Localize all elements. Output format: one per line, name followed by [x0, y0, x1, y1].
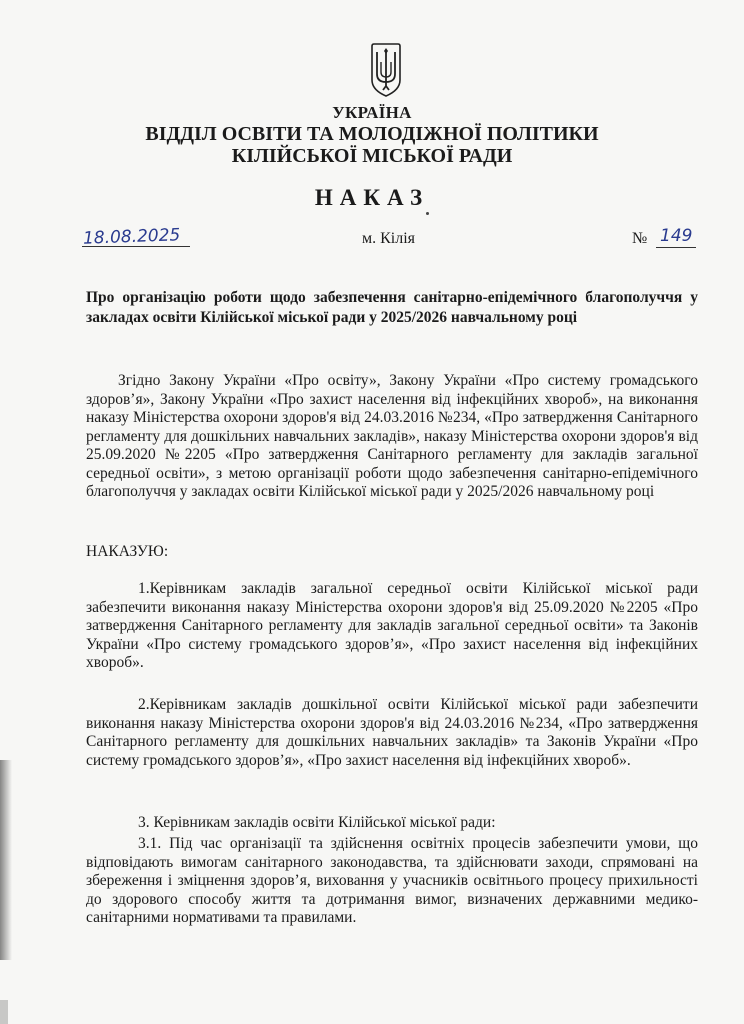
trident-emblem-icon	[369, 42, 403, 98]
order-item-1: 1.Керівникам закладів загальної середньої освіти Кілійської міської ради забезпечити виконання наказу Міністерства охорони здоров'я від 25.09.2020 №2205 «Про затвердження Санітарного регламенту для закладів загальної середньої освіти» та Законів України «Про систему громадського здоров’я», «Про захист населення від інфекційних хвороб».	[86, 580, 698, 671]
document-type-heading: НАКАЗ	[314, 185, 430, 210]
handwritten-date: 18.08.2025	[82, 225, 181, 249]
scan-shadow	[0, 760, 12, 960]
city-label: м. Кілія	[362, 230, 416, 247]
scan-shadow-bottom	[0, 1000, 8, 1024]
order-item-2: 2.Керівникам закладів дошкільної освіти Кілійської міської ради забезпечити виконання наказу Міністерства охорони здоров'я від 24.03.2016 №234, «Про затвердження Санітарного регламенту для дошкільних навчальних закладів» та Законів України «Про систему громадського здоров’я», «Про захист населення від інфекційних хвороб».	[86, 696, 698, 769]
order-keyword: НАКАЗУЮ:	[86, 543, 169, 560]
ink-dot	[426, 212, 429, 215]
handwritten-number: 149	[660, 226, 693, 246]
department-heading-line2: КІЛІЙСЬКОЇ МІСЬКОЇ РАДИ	[231, 145, 513, 167]
preamble-paragraph: Згідно Закону України «Про освіту», Закону України «Про систему громадського здоров’я», Закону України «Про захист населення від інфекційних хвороб», на виконання наказу Міністерства охорони здоров'я від 24.03.2016 №234, «Про затвердження Санітарного регламенту для дошкільних навчальних закладів», наказу Міністерства охорони здоров'я від 25.09.2020 №2205 «Про затвердження Санітарного регламенту для закладів загальної середньої освіти», з метою організації роботи щодо забезпечення санітарно-епідемічного благополуччя у закладах освіти Кілійської міської ради у 2025/2026 навчальному році	[86, 372, 698, 500]
department-heading-line1: ВІДДІЛ ОСВІТИ ТА МОЛОДІЖНОЇ ПОЛІТИКИ	[145, 123, 599, 145]
country-heading: УКРАЇНА	[332, 103, 412, 122]
order-title: Про організацію роботи щодо забезпечення санітарно-епідемічного благополуччя у закладах освіти Кілійської міської ради у 2025/2026 навчальному році	[86, 289, 698, 326]
number-underline	[656, 247, 696, 248]
order-item-3-1: 3.1. Під час організації та здійснення освітніх процесів забезпечити умови, що відповідають вимогам санітарного законодавства, та здійснювати заходи, спрямовані на збереження і зміцнення здоров’я, виховання у учасників освітнього процесу прихильності до здорового способу життя та дотримання вимог, визначених державними медико-санітарними нормативами та правилами.	[86, 835, 698, 926]
number-label: №	[632, 230, 648, 247]
date-underline	[82, 246, 190, 247]
order-item-3: 3. Керівникам закладів освіти Кілійської міської ради:	[138, 814, 496, 831]
